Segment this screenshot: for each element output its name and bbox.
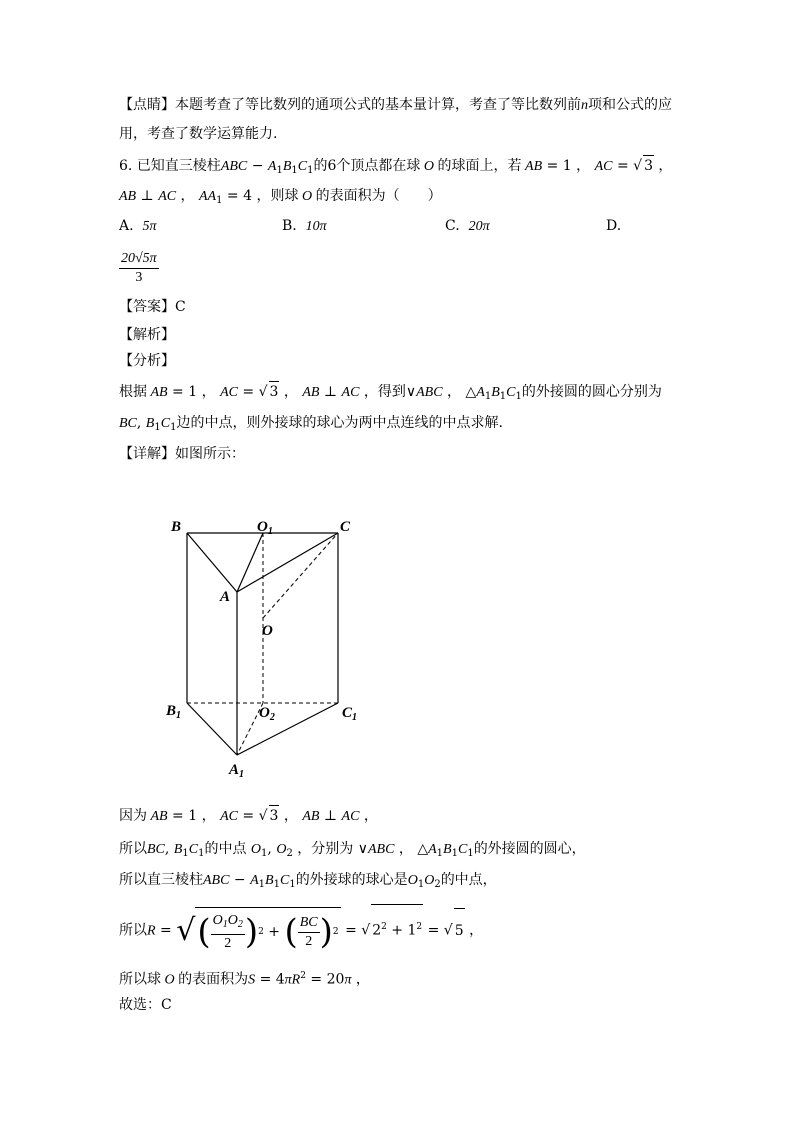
edge-a1c1: [237, 703, 338, 755]
solution-line-3: 所以直三棱柱ABC − $A_1B_1C_1$的外接球的球心是$O_1O_2$的中点，: [119, 872, 497, 890]
edge-ba: [187, 533, 237, 592]
dashed-oc: [263, 533, 338, 618]
question-6-line-1: 6. 已知直三棱柱ABC − $A_1B_1C_1$的6个顶点都在球 O 的球面上，若 AB = 1 ， AC = √ 3 ，: [119, 155, 672, 181]
edge-ao1: [237, 533, 263, 592]
detail-label: 【详解】如图所示：: [119, 446, 245, 462]
fenxi-text-2: 边的中点，则外接球的球心为两中点连线的中点求解.: [176, 415, 503, 431]
sol3-end: 的中点，: [440, 872, 497, 888]
label-c1: $C_1$: [342, 705, 358, 723]
label-c: C: [340, 519, 351, 535]
sol1-prefix: 因为: [119, 808, 147, 824]
label-a: A: [220, 589, 231, 605]
comment-tail: 项和公式的应: [588, 97, 672, 113]
fenxi-label: 【分析】: [119, 353, 175, 369]
option-a-value: 5π: [142, 219, 157, 234]
option-c: [445, 216, 490, 237]
question-6-line-2: AB ⊥ AC ， $AA_1 = 4$ ，则球 O 的表面积为（ ）: [119, 188, 442, 206]
option-d-value: [119, 250, 159, 287]
comment-line-2: 用，考查了数学运算能力.: [119, 126, 278, 142]
option-a-label: A.: [119, 218, 134, 234]
answer-label: 【答案】C: [119, 299, 186, 315]
sol2-mid: 的中点: [204, 841, 247, 857]
question-text-c: 的球面上，若: [437, 158, 522, 174]
question-text-tail: ，则球: [256, 188, 299, 204]
option-a: [119, 216, 156, 237]
option-b-label: B.: [282, 218, 297, 234]
question-text-b: 的6个顶点都在球: [313, 158, 421, 174]
var-n: n: [581, 98, 588, 113]
solution-line-5: 所以球 O 的表面积为$S = 4\pi R^2 = 20\pi$ ，: [119, 971, 370, 988]
final-answer: 故选：C: [119, 997, 172, 1013]
solution-line-1: 因为 AB = 1 ， AC = √ 3 ， AB ⊥ AC ，: [119, 805, 378, 827]
option-c-label: C.: [445, 218, 460, 234]
option-d-numerator: 20√5π: [119, 250, 159, 269]
label-o1: $O_1$: [257, 519, 273, 537]
sol2-prefix: 所以: [119, 841, 147, 857]
fenxi-text-c: 的外接圆的圆心分别为: [521, 384, 662, 400]
fenxi-line-2: BC, $B_1C_1$边的中点，则外接球的球心为两中点连线的中点求解.: [119, 415, 503, 433]
comment-line-1: [119, 95, 672, 116]
sol3-prefix: 所以直三棱柱: [119, 872, 203, 888]
label-b1: $B_1$: [166, 703, 182, 721]
prism-figure: [160, 505, 400, 790]
sol2-mid2: ，分别为: [297, 841, 354, 857]
radius-formula: √ ( $\frac{O_1O_2}{2}$ ) 2 + ( $\frac{BC}{2}$ ) 2: [176, 907, 340, 954]
option-b-value: 10π: [305, 219, 327, 234]
label-a1: $A_1$: [229, 762, 245, 780]
sol3-mid: 的外接球的球心是: [295, 872, 408, 888]
edge-ac: [237, 533, 338, 592]
question-text: 已知直三棱柱: [136, 158, 221, 174]
solution-line-4: 所以R = √ ( $\frac{O_1O_2}{2}$ ) 2 + ( $\frac{BC}{2}$ ) 2 = √ $2^2 + 1^2$ = √ 5 ，: [119, 904, 483, 954]
label-o: O: [262, 623, 273, 639]
option-d-label: D.: [606, 218, 622, 234]
comment-text: 【点睛】本题考查了等比数列的通项公式的基本量计算，考查了等比数列前: [119, 97, 581, 113]
sol4-prefix: 所以: [119, 922, 147, 939]
label-b: B: [171, 519, 182, 535]
sol5-prefix: 所以球: [119, 971, 161, 988]
fenxi-text-b: ，得到: [363, 384, 406, 400]
sol2-end: 的外接圆的圆心，: [473, 841, 586, 857]
question-text-end: 的表面积为（ ）: [315, 188, 442, 204]
question-number: 6.: [119, 158, 133, 174]
fenxi-text-a: 根据: [119, 384, 147, 400]
analysis-label: 【解析】: [119, 327, 175, 343]
label-o2: $O_2$: [259, 705, 275, 723]
edge-b1a1: [187, 703, 237, 755]
sol5-mid: 的表面积为: [178, 971, 249, 988]
option-d-denominator: 3: [135, 270, 143, 285]
solution-line-2: 所以BC, $B_1C_1$的中点 $O_1$, $O_2$ ，分别为 ∨ABC ， $\triangle A_1B_1C_1$的外接圆的圆心，: [119, 841, 586, 859]
option-d: [606, 216, 621, 236]
option-b: [282, 216, 327, 237]
option-c-value: 20π: [468, 219, 490, 234]
fenxi-line-1: 根据 AB = 1 ， AC = √ 3 ， AB ⊥ AC ，得到∨ABC ， $\triangle A_1B_1C_1$的外接圆的圆心分别为: [119, 381, 662, 407]
